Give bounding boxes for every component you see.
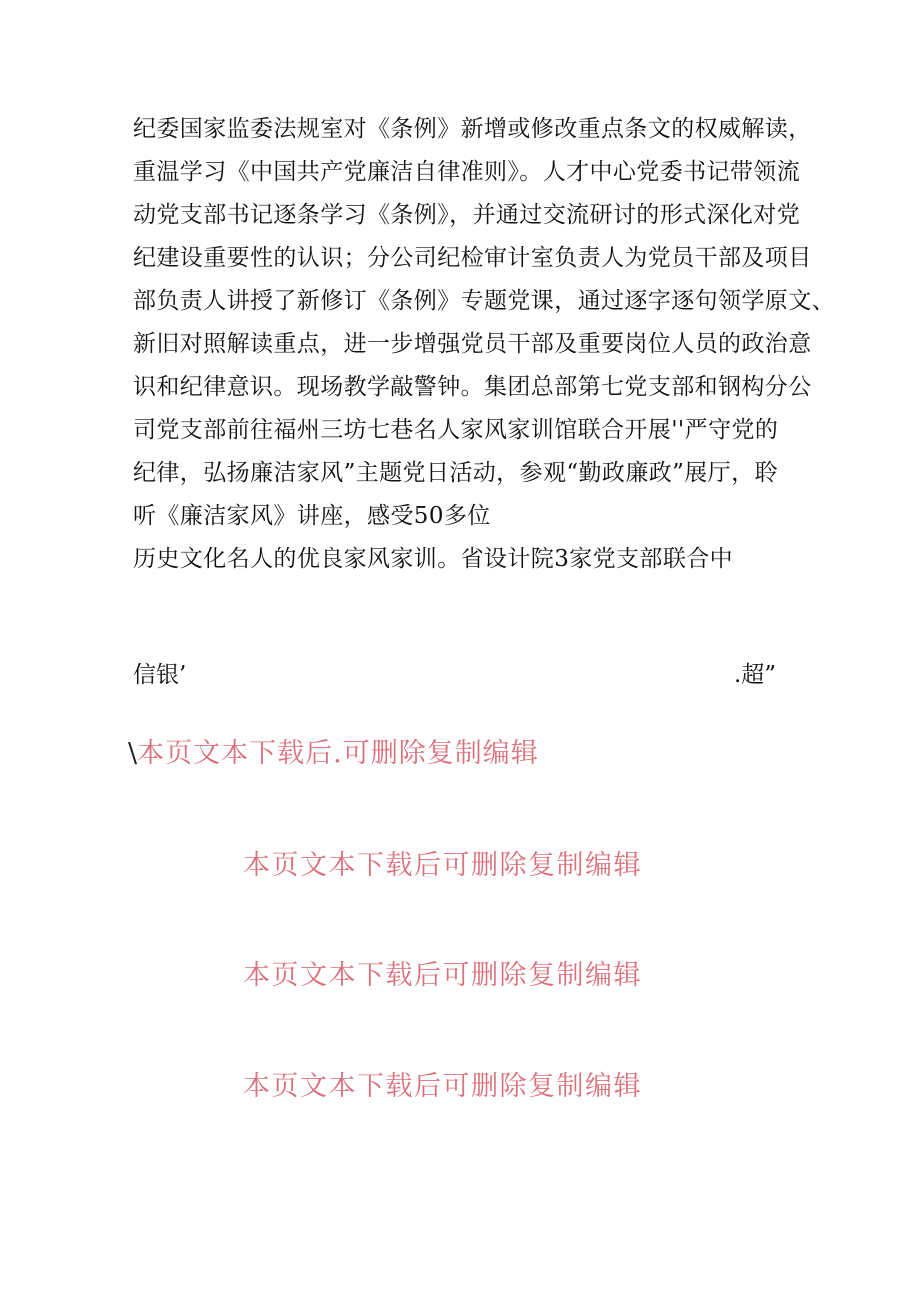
inline-watermark-line (128, 736, 539, 772)
watermark-text: 本页文本下载后可删除复制编辑 (243, 850, 642, 881)
watermark-text: 本页文本下载后可删除复制编辑 (243, 1071, 642, 1102)
paragraph-line: 纪律，弘扬廉洁家风”主题党日活动，参观“勤政廉政”展厅，聆 (133, 460, 778, 486)
paragraph-line: 重温学习《中国共产党廉洁自律准则》。人才中心党委书记带领流 (133, 159, 801, 185)
text-fragment-right: .超” (734, 662, 777, 688)
paragraph-line: 部负责人讲授了新修订《条例》专题党课，通过逐字逐句领学原文、 (133, 288, 835, 314)
text-fragment-left: 信银’ (133, 662, 187, 688)
paragraph-line: 历史文化名人的优良家风家训。省设计院3家党支部联合中 (133, 546, 734, 572)
paragraph-line: 纪委国家监委法规室对《条例》新增或修改重点条文的权威解读， (133, 116, 812, 142)
paragraph-line: 听《廉洁家风》讲座，感受50多位 (133, 503, 491, 529)
paragraph-line: 动党支部书记逐条学习《条例》，并通过交流研讨的形式深化对党 (133, 202, 801, 228)
backslash-mark: \ (128, 738, 138, 769)
paragraph-line: 新旧对照解读重点，进一步增强党员干部及重要岗位人员的政治意 (133, 331, 812, 357)
watermark-text: 本页文本下载后可删除复制编辑 (243, 960, 642, 991)
paragraph-line: 纪建设重要性的认识；分公司纪检审计室负责人为党员干部及项目 (133, 245, 812, 271)
paragraph-line: 识和纪律意识。现场教学敲警钟。集团总部第七党支部和钢构分公 (133, 374, 812, 400)
inline-watermark-text: 本页文本下载后.可删除复制编辑 (137, 738, 539, 769)
paragraph-line: 司党支部前往福州三坊七巷名人家风家训馆联合开展''严守党的 (133, 417, 779, 443)
